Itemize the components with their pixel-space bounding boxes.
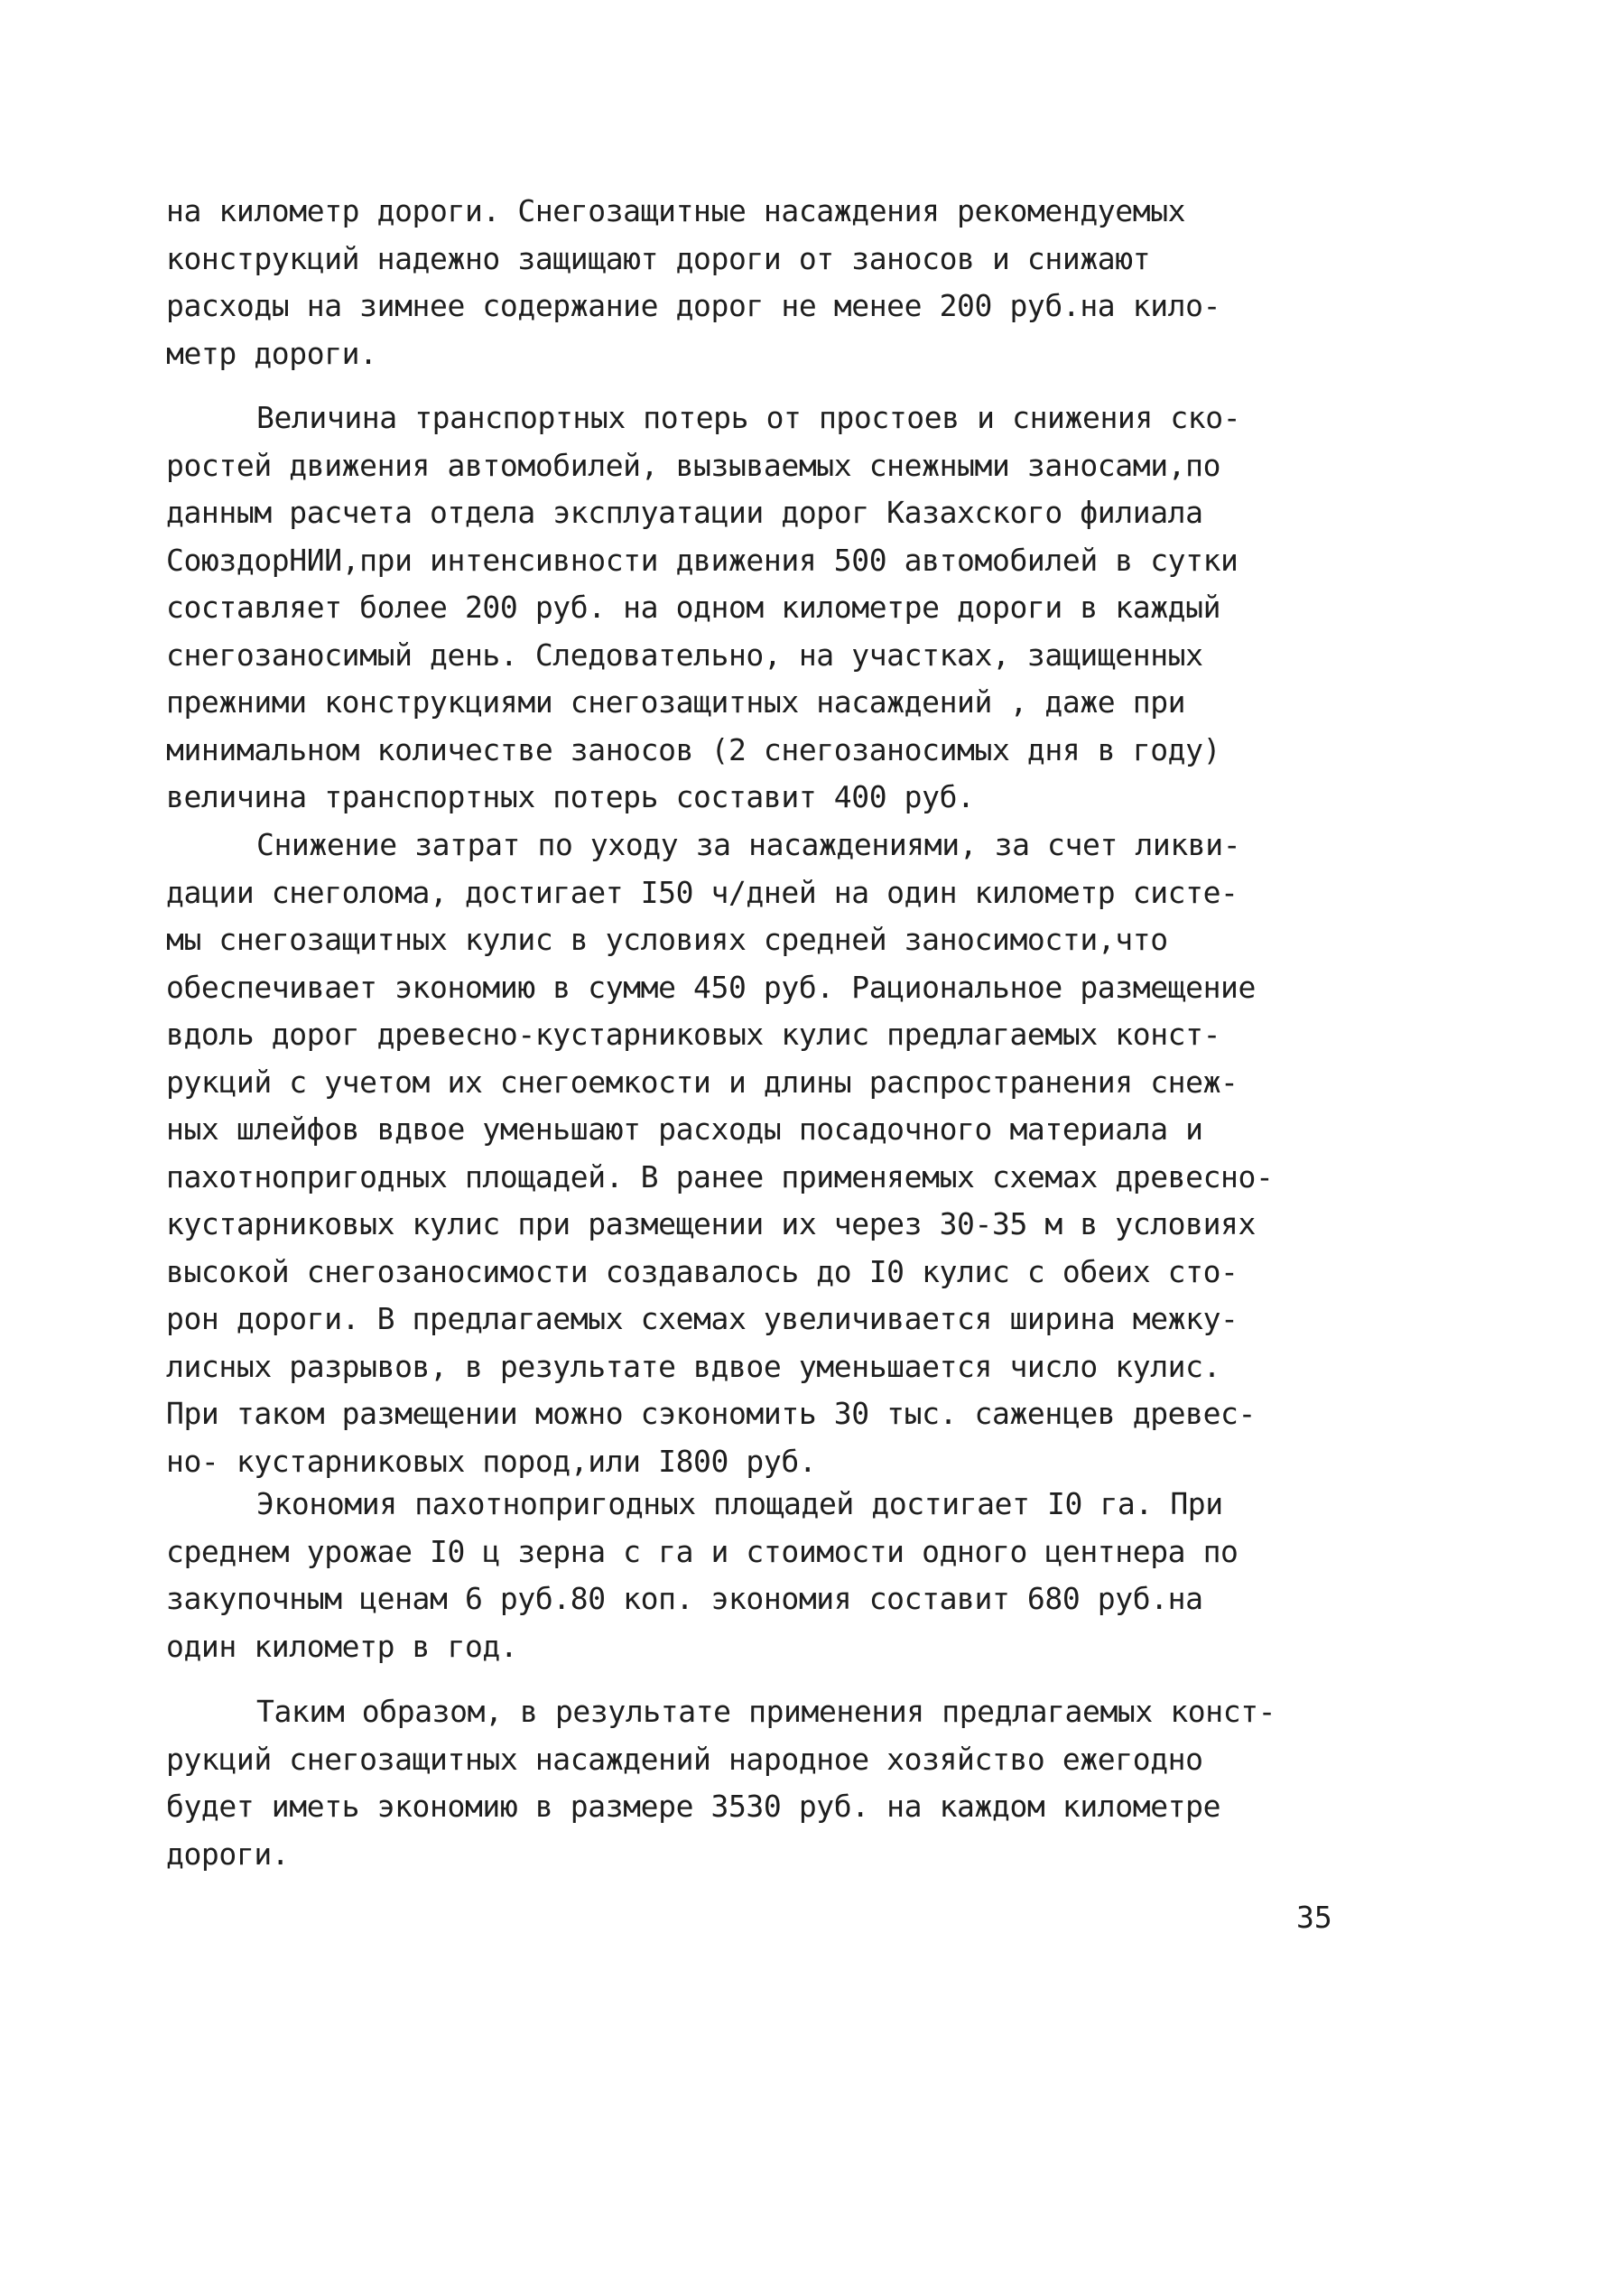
text-line: дации снеголома, достигает I50 ч/дней на один километр систе- — [166, 874, 1239, 910]
text-line: метр дороги. — [166, 335, 377, 371]
text-line: Экономия пахотнопригодных площадей достигает I0 га. При — [256, 1486, 1223, 1521]
text-line: закупочным ценам 6 руб.80 коп. экономия составит 680 руб.на — [166, 1581, 1203, 1616]
text-line: обеспечивает экономию в сумме 450 руб. Рациональное размещение — [166, 969, 1256, 1005]
paragraph-1 — [166, 188, 1349, 377]
page-number: 35 — [1296, 1900, 1332, 1935]
text-line: Снижение затрат по уходу за насаждениями, за счет ликви- — [256, 827, 1241, 862]
text-line: дороги. — [166, 1836, 290, 1872]
paragraph-5 — [166, 1688, 1349, 1878]
text-line: СоюздорНИИ,при интенсивности движения 500 автомобилей в сутки — [166, 542, 1239, 578]
text-line: на километр дороги. Снегозащитные насаждения рекомендуемых — [166, 193, 1186, 228]
text-line: Таким образом, в результате применения предлагаемых конст- — [256, 1694, 1276, 1729]
paragraph-2 — [166, 395, 1349, 822]
text-line: мы снегозащитных кулис в условиях средней заносимости,что — [166, 922, 1168, 957]
text-line: кустарниковых кулис при размещении их через 30-35 м в условиях — [166, 1206, 1256, 1241]
text-line: пахотнопригодных площадей. В ранее применяемых схемах древесно- — [166, 1158, 1274, 1194]
text-line: ростей движения автомобилей, вызываемых снежными заносами,по — [166, 447, 1221, 483]
text-line: среднем урожае I0 ц зерна с га и стоимости одного центнера по — [166, 1533, 1239, 1569]
paragraph-3 — [166, 822, 1349, 1485]
paragraph-4 — [166, 1481, 1349, 1670]
text-line: один километр в год. — [166, 1628, 518, 1664]
text-line: величина транспортных потерь составит 400 руб. — [166, 779, 975, 814]
text-line: будет иметь экономию в размере 3530 руб. на каждом километре — [166, 1789, 1221, 1824]
text-line: рукций снегозащитных насаждений народное хозяйство ежегодно — [166, 1741, 1203, 1777]
text-line: ных шлейфов вдвое уменьшают расходы посадочного материала и — [166, 1111, 1203, 1147]
text-line: рон дороги. В предлагаемых схемах увеличивается ширина межку- — [166, 1301, 1239, 1336]
text-line: прежними конструкциями снегозащитных насаждений , даже при — [166, 684, 1186, 720]
text-line: данным расчета отдела эксплуатации дорог Казахского филиала — [166, 495, 1203, 530]
text-line: но- кустарниковых пород,или I800 руб. — [166, 1443, 817, 1479]
text-line: При таком размещении можно сэкономить 30 тыс. саженцев древес- — [166, 1396, 1256, 1431]
text-line: конструкций надежно защищают дороги от заносов и снижают — [166, 240, 1151, 276]
text-line: рукций с учетом их снегоемкости и длины распространения снеж- — [166, 1064, 1239, 1100]
text-line: Величина транспортных потерь от простоев и снижения ско- — [256, 400, 1241, 435]
text-line: лисных разрывов, в результате вдвое уменьшается число кулис. — [166, 1348, 1221, 1384]
text-line: составляет более 200 руб. на одном километре дороги в каждый — [166, 590, 1221, 625]
text-line: высокой снегозаносимости создавалось до I0 кулис с обеих сто- — [166, 1253, 1239, 1289]
text-line: расходы на зимнее содержание дорог не менее 200 руб.на кило- — [166, 288, 1221, 323]
text-line: вдоль дорог древесно-кустарниковых кулис предлагаемых конст- — [166, 1017, 1221, 1052]
text-line: минимальном количестве заносов (2 снегозаносимых дня в году) — [166, 731, 1221, 767]
text-line: снегозаносимый день. Следовательно, на участках, защищенных — [166, 637, 1203, 673]
